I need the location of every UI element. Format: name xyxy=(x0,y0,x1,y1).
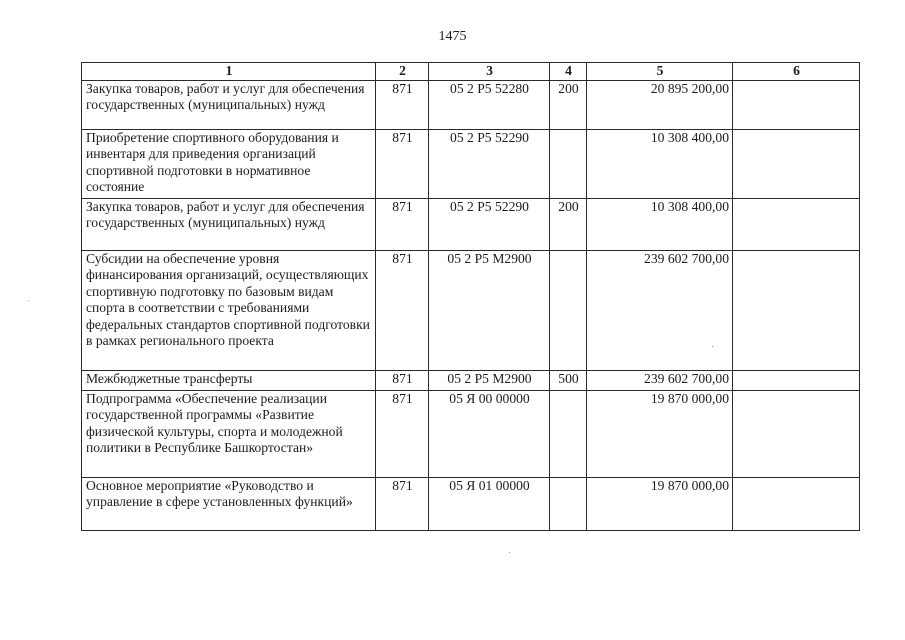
table-row xyxy=(82,199,860,251)
row-csr: 05 2 Р5 52290 xyxy=(429,199,550,251)
scan-speck xyxy=(712,346,713,347)
row-grbs: 871 xyxy=(376,478,429,531)
row-csr: 05 2 Р5 52280 xyxy=(429,81,550,130)
row-grbs: 871 xyxy=(376,251,429,371)
row-grbs: 871 xyxy=(376,199,429,251)
scan-speck xyxy=(28,300,29,301)
table-row xyxy=(82,81,860,130)
row-name: Межбюджетные трансферты xyxy=(82,371,376,391)
row-name: Подпрограмма «Обеспечение реализации государственной программы «Развитие физической культуры, спорта и молодежной политики в Республике Башкортостан» xyxy=(82,391,376,478)
header-col-5: 5 xyxy=(587,63,733,81)
row-name: Основное мероприятие «Руководство и управление в сфере установленных функций» xyxy=(82,478,376,531)
row-grbs: 871 xyxy=(376,391,429,478)
row-csr: 05 2 Р5 52290 xyxy=(429,130,550,199)
header-col-6: 6 xyxy=(733,63,860,81)
budget-table xyxy=(81,62,860,531)
row-csr: 05 Я 00 00000 xyxy=(429,391,550,478)
row-csr: 05 Я 01 00000 xyxy=(429,478,550,531)
row-amount: 19 870 000,00 xyxy=(587,478,733,531)
row-name: Приобретение спортивного оборудования и инвентаря для приведения организаций спортивной подготовки в нормативное состояние xyxy=(82,130,376,199)
row-grbs: 871 xyxy=(376,81,429,130)
row-col6 xyxy=(733,130,860,199)
table-row xyxy=(82,478,860,531)
table-row xyxy=(82,371,860,391)
header-row xyxy=(82,63,860,81)
row-csr: 05 2 Р5 М2900 xyxy=(429,251,550,371)
scan-speck xyxy=(509,552,510,553)
row-col6 xyxy=(733,199,860,251)
table-row xyxy=(82,391,860,478)
page-number: 1475 xyxy=(438,29,467,44)
row-name: Субсидии на обеспечение уровня финансирования организаций, осуществляющих спортивную подготовку по базовым видам спорта в соответствии с требованиями федеральных стандартов спортивной подготовки в рамках регионального проекта xyxy=(82,251,376,371)
row-vr xyxy=(550,130,587,199)
row-col6 xyxy=(733,478,860,531)
row-amount: 19 870 000,00 xyxy=(587,391,733,478)
header-col-2: 2 xyxy=(376,63,429,81)
row-vr: 200 xyxy=(550,199,587,251)
table-header xyxy=(82,63,860,81)
row-col6 xyxy=(733,391,860,478)
row-grbs: 871 xyxy=(376,371,429,391)
row-amount: 10 308 400,00 xyxy=(587,130,733,199)
row-vr xyxy=(550,391,587,478)
row-vr xyxy=(550,478,587,531)
row-col6 xyxy=(733,371,860,391)
row-vr: 200 xyxy=(550,81,587,130)
table-row xyxy=(82,130,860,199)
row-name: Закупка товаров, работ и услуг для обеспечения государственных (муниципальных) нужд xyxy=(82,81,376,130)
row-amount: 239 602 700,00 xyxy=(587,251,733,371)
row-amount: 20 895 200,00 xyxy=(587,81,733,130)
header-col-3: 3 xyxy=(429,63,550,81)
table-body xyxy=(82,81,860,531)
row-vr xyxy=(550,251,587,371)
table-row xyxy=(82,251,860,371)
row-amount: 239 602 700,00 xyxy=(587,371,733,391)
header-col-1: 1 xyxy=(82,63,376,81)
row-name: Закупка товаров, работ и услуг для обеспечения государственных (муниципальных) нужд xyxy=(82,199,376,251)
row-vr: 500 xyxy=(550,371,587,391)
row-grbs: 871 xyxy=(376,130,429,199)
row-amount: 10 308 400,00 xyxy=(587,199,733,251)
row-col6 xyxy=(733,251,860,371)
row-csr: 05 2 Р5 М2900 xyxy=(429,371,550,391)
header-col-4: 4 xyxy=(550,63,587,81)
row-col6 xyxy=(733,81,860,130)
